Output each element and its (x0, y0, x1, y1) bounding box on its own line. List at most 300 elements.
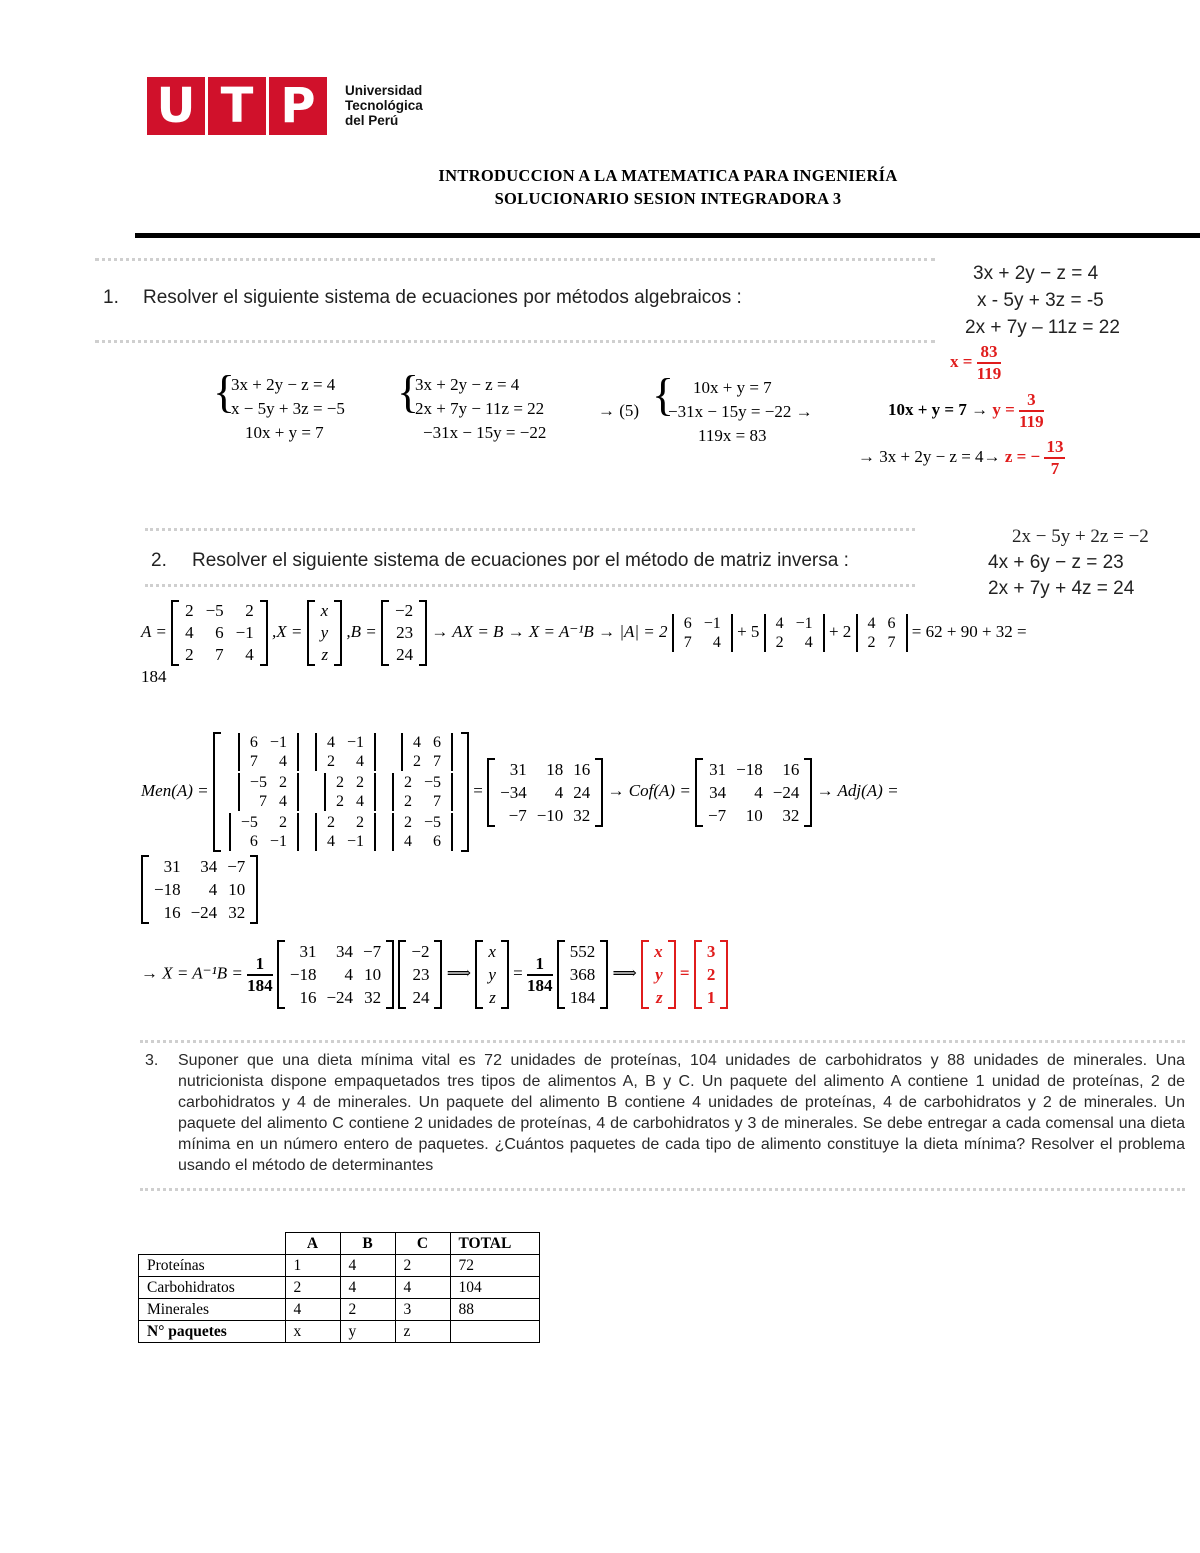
det-cell: 4 (355, 753, 364, 770)
minors-row (221, 772, 461, 812)
matrix-row (495, 758, 595, 781)
det-result: = 62 + 90 + 32 = (911, 621, 1027, 641)
matrix-cell: 10 (228, 880, 246, 899)
q1-system-a (213, 366, 345, 445)
det-cell: 7 (258, 793, 267, 810)
matrix-cell: 4 (344, 965, 354, 984)
matrix-cell: 2 (867, 634, 876, 651)
dotted-guide (140, 1188, 1185, 1191)
det-cell: 7 (433, 753, 442, 770)
matrix-cell: 7 (683, 634, 692, 651)
matrix-row (770, 614, 819, 633)
det-row (235, 832, 293, 851)
table-cell: N° paquetes (139, 1321, 286, 1343)
matrix-cell: 32 (573, 805, 591, 825)
matrix-row (389, 622, 419, 644)
q1-system-c (652, 369, 813, 448)
nutrition-table (138, 1232, 540, 1343)
det-cell: 2 (326, 814, 335, 831)
det-cell: 4 (413, 734, 422, 751)
sys-line: 10x + y = 7 (693, 378, 772, 397)
det-row (330, 792, 370, 811)
matrix-cell: 4 (245, 645, 254, 664)
matrix-row (565, 940, 601, 963)
det-row (398, 773, 447, 792)
matrix-row (678, 633, 727, 652)
det-cell: −1 (346, 833, 364, 850)
matrix-cell: 24 (573, 782, 591, 802)
q1-system-b (397, 366, 547, 445)
minors-line (141, 732, 899, 852)
sys-line: −31x − 15y = −22 (423, 423, 547, 442)
matrix-cell: 2 (185, 601, 194, 620)
matrix-b (381, 600, 427, 666)
implies-sign: ⟹ (446, 963, 472, 983)
minor-determinant (315, 813, 376, 851)
matrix-row (702, 986, 721, 1009)
matrix-cell: −2 (395, 601, 414, 620)
q1-result-y (992, 390, 1044, 431)
matrix-row (483, 986, 501, 1009)
matrix-cell: 6 (683, 615, 692, 632)
matrix-cell: 32 (364, 988, 382, 1007)
matrix-cell: 368 (569, 965, 596, 984)
matrix-row (315, 644, 335, 666)
minor-determinant (315, 733, 376, 771)
matrix-cell: −1 (703, 615, 721, 632)
matrix-cell: 4 (775, 615, 784, 632)
fraction (1019, 390, 1044, 432)
matrix-cell: −24 (326, 988, 354, 1007)
det-row (321, 832, 370, 851)
matrix-cell: y (488, 965, 496, 984)
matrix-x-final (475, 940, 509, 1009)
label-men: Men(A) = (141, 780, 209, 800)
table-cell (450, 1321, 539, 1343)
q2-eq3: 2x + 7y + 4z = 24 (988, 578, 1135, 599)
q1-multiplier: → (5) (598, 401, 640, 420)
det-cell: 6 (249, 734, 258, 751)
document-title: INTRODUCCION A LA MATEMATICA PARA INGENIERÍA (438, 166, 898, 185)
matrix-cell: 16 (782, 759, 800, 779)
numerator: 13 (1044, 437, 1065, 459)
q1-result-z (1004, 437, 1066, 478)
q1-eq3: 2x + 7y – 11z = 22 (965, 317, 1120, 338)
det-cell: 2 (335, 774, 344, 791)
matrix-row (406, 940, 434, 963)
minor-determinant (401, 733, 453, 771)
dotted-guide (95, 340, 935, 343)
matrix-cell: 7 (215, 645, 224, 664)
denominator: 184 (247, 975, 273, 995)
table-cell: x (285, 1321, 340, 1343)
det-cell: 4 (326, 833, 335, 850)
product-matrix (557, 940, 609, 1009)
matrix-cell: 24 (396, 645, 414, 664)
brace: { (397, 366, 420, 417)
minor-cell (221, 772, 307, 812)
final-prefix: → X = A⁻¹B = (141, 963, 243, 983)
matrix-cell: x (320, 601, 329, 620)
matrix-cell: −5 (205, 601, 224, 620)
det-cell: 2 (278, 814, 287, 831)
table-cell: 3 (395, 1299, 450, 1321)
matrix-row (702, 963, 721, 986)
table-header-cell: A (285, 1233, 340, 1255)
matrix-row (483, 940, 501, 963)
det-row (407, 752, 447, 771)
det-cell: 2 (355, 814, 364, 831)
matrix-cell: −18 (289, 965, 317, 984)
matrix-row (862, 633, 902, 652)
q1-result-x (950, 342, 1001, 384)
q1-statement: Resolver el siguiente sistema de ecuaciones por métodos algebraicos : (143, 287, 742, 308)
det-cell: 2 (413, 753, 422, 770)
matrix-cell: 2 (706, 965, 716, 984)
table-header-cell: C (395, 1233, 450, 1255)
matrix-row (703, 804, 804, 827)
det-cell: 6 (249, 833, 258, 850)
matrix-cell: 34 (709, 782, 727, 802)
matrix-row (703, 781, 804, 804)
matrix-cell: 24 (412, 988, 430, 1007)
det-cell: 2 (355, 774, 364, 791)
numerator: 3 (1019, 390, 1044, 412)
minor-determinant (238, 773, 299, 811)
matrix-row (649, 986, 668, 1009)
result-label: y = (992, 399, 1015, 419)
det-cell: 4 (278, 793, 287, 810)
minor-cell (307, 772, 384, 812)
det-row (398, 813, 447, 832)
table-row (139, 1321, 540, 1343)
q1-number: 1. (103, 287, 119, 308)
matrix-cell: 2 (245, 601, 254, 620)
denominator: 7 (1050, 459, 1060, 478)
q2-system (988, 524, 1149, 602)
matrix-row (678, 614, 727, 633)
matrix-cell: 4 (554, 782, 564, 802)
det-row (244, 773, 293, 792)
dotted-guide (95, 258, 935, 261)
matrix-b-final (398, 940, 442, 1009)
table-cell: y (340, 1321, 395, 1343)
matrix-cell: 4 (804, 634, 813, 651)
dotted-guide (140, 1040, 1185, 1043)
matrix-cell: z (656, 988, 663, 1007)
minors-row (221, 732, 461, 772)
dotted-guide (145, 584, 915, 587)
matrix-cell: y (320, 623, 329, 642)
q2-number: 2. (151, 550, 167, 571)
q3-statement: Suponer que una dieta mínima vital es 72 unidades de proteínas, 104 unidades de carbohidratos y 88 unidades de minerales. Una nutricionista dispone empaquetados tres tipos de alimentos A, B y C. Un paquete del alimento A contiene 1 unidad de proteínas, 2 de carbohidratos y 4 de minerales. Un paquete del alimento B contiene 4 unidades de proteínas, 4 de carbohidratos y 2 de minerales. Un paquete del alimento C contiene 2 unidades de proteínas, 4 de carbohidratos y 3 de minerales. Se debe entregar a cada comensal una dieta mínima en un número entero de paquetes. ¿Cuántos paquetes de cada tipo de alimento constituye la dieta mínima? Resolver el problema usando el método de determinantes (178, 1052, 1185, 1174)
det-cell: −1 (346, 734, 364, 751)
label-cof: → Cof(A) = (607, 780, 691, 800)
table-cell: Minerales (139, 1299, 286, 1321)
matrix-row (565, 986, 601, 1009)
table-cell: 4 (285, 1299, 340, 1321)
matrix-row (315, 622, 335, 644)
sys-line: x − 5y + 3z = −5 (231, 399, 345, 418)
matrix-row (179, 644, 260, 666)
denominator: 119 (1019, 412, 1044, 431)
det-row (407, 733, 447, 752)
logo-letter-p: P (269, 77, 327, 135)
matrix-cell: −7 (508, 805, 527, 825)
det-term-op: + 5 (737, 621, 760, 641)
det-row (321, 752, 370, 771)
sys-line: 2x + 7y − 11z = 22 (415, 399, 545, 418)
table-row (139, 1255, 540, 1277)
matrix-cell: −24 (772, 782, 800, 802)
table-cell: 2 (340, 1299, 395, 1321)
det-cell: 7 (249, 753, 258, 770)
matrix-cell: 32 (782, 805, 800, 825)
matrix-cell: x (488, 942, 496, 961)
det-term-op: + 2 (828, 621, 852, 641)
matrix-cell: 16 (299, 988, 317, 1007)
matrix-row (285, 940, 386, 963)
matrix-cell: 31 (509, 759, 527, 779)
matrix-cell: −34 (500, 782, 527, 802)
det-cell: 7 (433, 793, 442, 810)
matrix-cell: 23 (396, 623, 414, 642)
matrix-cell: 31 (299, 942, 317, 961)
numerator: 1 (247, 954, 273, 976)
equals-sign: = (513, 963, 523, 983)
minor-determinant (324, 773, 376, 811)
table-row (139, 1277, 540, 1299)
det-cell: 4 (355, 793, 364, 810)
matrix-cell: y (655, 965, 663, 984)
matrix-row (649, 940, 668, 963)
dotted-guide (145, 528, 915, 531)
result-label: x = (950, 351, 973, 371)
logo-university-name (345, 83, 423, 128)
table-cell: z (395, 1321, 450, 1343)
matrix-cell: 18 (546, 759, 564, 779)
sys-line: 3x + 2y − z = 4 (415, 375, 520, 394)
sys-line: 10x + y = 7 (245, 423, 324, 442)
label-x: ,X = (272, 621, 303, 641)
matrix-row (862, 614, 902, 633)
solution-matrix (694, 940, 729, 1009)
minor-determinant (392, 773, 453, 811)
det-cell: 2 (403, 814, 412, 831)
implies-sign: ⟹ (612, 963, 637, 983)
table-cell: 104 (450, 1277, 539, 1299)
minor-cell (307, 732, 384, 772)
det-cell: 2 (403, 793, 412, 810)
adj-matrix-final (277, 940, 394, 1009)
minor-cell (384, 772, 461, 812)
matrix-row (149, 878, 250, 901)
matrix-cell: −2 (411, 942, 430, 961)
det-row (321, 733, 370, 752)
minor-cell (307, 812, 384, 852)
det-row (235, 813, 293, 832)
matrix-cell: 184 (569, 988, 596, 1007)
det-cell: −1 (269, 734, 287, 751)
logo-letter-t: T (208, 77, 266, 135)
table-cell: 2 (285, 1277, 340, 1299)
sys-line: 119x = 83 (698, 426, 767, 445)
denominator: 119 (976, 364, 1002, 383)
header-rule (135, 233, 1200, 238)
det-cell: 4 (403, 833, 412, 850)
matrix-row (495, 804, 595, 827)
minors-row (221, 812, 461, 852)
brace: { (213, 366, 236, 417)
adj-matrix (141, 855, 258, 924)
det-row (398, 792, 447, 811)
cof-matrix (695, 758, 812, 827)
matrix-cell: z (321, 645, 329, 664)
matrix-row (406, 963, 434, 986)
matrix-cell: −7 (708, 805, 727, 825)
table-cell: 72 (450, 1255, 539, 1277)
matrix-row (149, 901, 250, 924)
utp-logo (147, 77, 330, 135)
det-cell: 2 (326, 753, 335, 770)
matrix-row (495, 781, 595, 804)
document-subtitle: SOLUCIONARIO SESION INTEGRADORA 3 (494, 189, 842, 208)
det-cell: 6 (433, 734, 442, 751)
minors-matrix (213, 732, 469, 852)
matrix-cell: 1 (706, 988, 716, 1007)
det-row (244, 792, 293, 811)
table-cell: 2 (395, 1255, 450, 1277)
matrix-cell: 10 (745, 805, 763, 825)
q1-eq1: 3x + 2y − z = 4 (973, 263, 1099, 284)
fraction (247, 954, 273, 996)
sys-line: −31x − 15y = −22 → (668, 402, 813, 421)
minor-determinant (238, 733, 299, 771)
adj-line (141, 855, 258, 924)
det-row (244, 752, 293, 771)
q3-number: 3. (145, 1052, 159, 1069)
matrix-row (389, 644, 419, 666)
det-1 (672, 614, 733, 652)
det-cell: −1 (269, 833, 287, 850)
matrix-cell: −1 (795, 615, 813, 632)
matrix-row (179, 600, 260, 622)
table-row (139, 1299, 540, 1321)
table-header-cell: B (340, 1233, 395, 1255)
fraction (977, 342, 1002, 384)
det-cell: 4 (278, 753, 287, 770)
det-cell: −5 (249, 774, 267, 791)
matrix-cell: 4 (867, 615, 876, 632)
final-line (141, 940, 728, 1009)
q2-eq2: 4x + 6y − z = 23 (988, 552, 1124, 573)
logo-letter-u: U (147, 77, 205, 135)
label-a: A = (141, 621, 167, 641)
q1-eq2: x - 5y + 3z = -5 (977, 290, 1104, 311)
matrix-cell: 4 (712, 634, 721, 651)
matrix-row (483, 963, 501, 986)
matrix-cell: 552 (569, 942, 596, 961)
matrix-row (649, 963, 668, 986)
brace: { (652, 369, 675, 420)
matrix-cell: 16 (163, 903, 181, 922)
q1-step-z (858, 437, 1065, 479)
minor-cell (221, 812, 307, 852)
matrix-cell: −1 (235, 623, 254, 642)
matrix-cell: 3 (706, 942, 716, 961)
minor-cell (384, 732, 461, 772)
table-cell: 4 (395, 1277, 450, 1299)
q1-system (965, 260, 1120, 341)
det-3 (856, 614, 908, 652)
det-2 (764, 614, 825, 652)
minor-determinant (392, 813, 453, 851)
fraction (527, 954, 553, 996)
table-header-row (139, 1233, 540, 1255)
table-cell: 1 (285, 1255, 340, 1277)
q2-statement: Resolver el siguiente sistema de ecuaciones por el método de matriz inversa : (192, 550, 849, 571)
matrix-cell: −24 (190, 903, 218, 922)
matrix-row (703, 758, 804, 781)
det-cell: 2 (403, 774, 412, 791)
table-cell: Carbohidratos (139, 1277, 286, 1299)
det-cell: 4 (326, 734, 335, 751)
matrix-cell: −7 (227, 857, 246, 876)
table-header-cell (139, 1233, 286, 1255)
matrix-row (770, 633, 819, 652)
matrix-row (406, 986, 434, 1009)
numerator: 1 (527, 954, 553, 976)
q2-eq1: 2x − 5y + 2z = −2 (1012, 526, 1149, 547)
matrix-cell: 32 (228, 903, 246, 922)
matrix-cell: 4 (185, 623, 194, 642)
det-cell: −5 (240, 814, 258, 831)
matrix-cell: −10 (536, 805, 564, 825)
matrix-x-solution-vars (641, 940, 676, 1009)
matrix-row (149, 855, 250, 878)
matrix-cell: 6 (215, 623, 224, 642)
matrix-row (565, 963, 601, 986)
matrix-cell: 31 (163, 857, 181, 876)
table-header-cell: TOTAL (450, 1233, 539, 1255)
matrix-cell: 6 (887, 615, 896, 632)
matrix-a (171, 600, 268, 666)
matrix-row (179, 622, 260, 644)
matrix-cell: 4 (208, 880, 218, 899)
det-cell: 6 (433, 833, 442, 850)
minor-cell (221, 732, 307, 772)
matrix-row (285, 963, 386, 986)
matrix-cell: 23 (412, 965, 430, 984)
matrix-cell: 7 (887, 634, 896, 651)
table-cell: 4 (340, 1255, 395, 1277)
label-b: ,B = (346, 621, 377, 641)
men-values-matrix (487, 758, 603, 827)
matrix-cell: 2 (185, 645, 194, 664)
det-value: 184 (141, 667, 167, 686)
matrix-cell: −18 (736, 759, 763, 779)
matrix-cell: 34 (336, 942, 354, 961)
result-label: z = − (1004, 446, 1041, 466)
minor-cell (384, 812, 461, 852)
det-row (244, 733, 293, 752)
det-row (398, 832, 447, 851)
matrix-cell: 31 (709, 759, 727, 779)
label-adj: → Adj(A) = (816, 780, 899, 800)
numerator: 83 (977, 342, 1002, 364)
q1-step-y (888, 390, 1044, 432)
matrix-row (315, 600, 335, 622)
